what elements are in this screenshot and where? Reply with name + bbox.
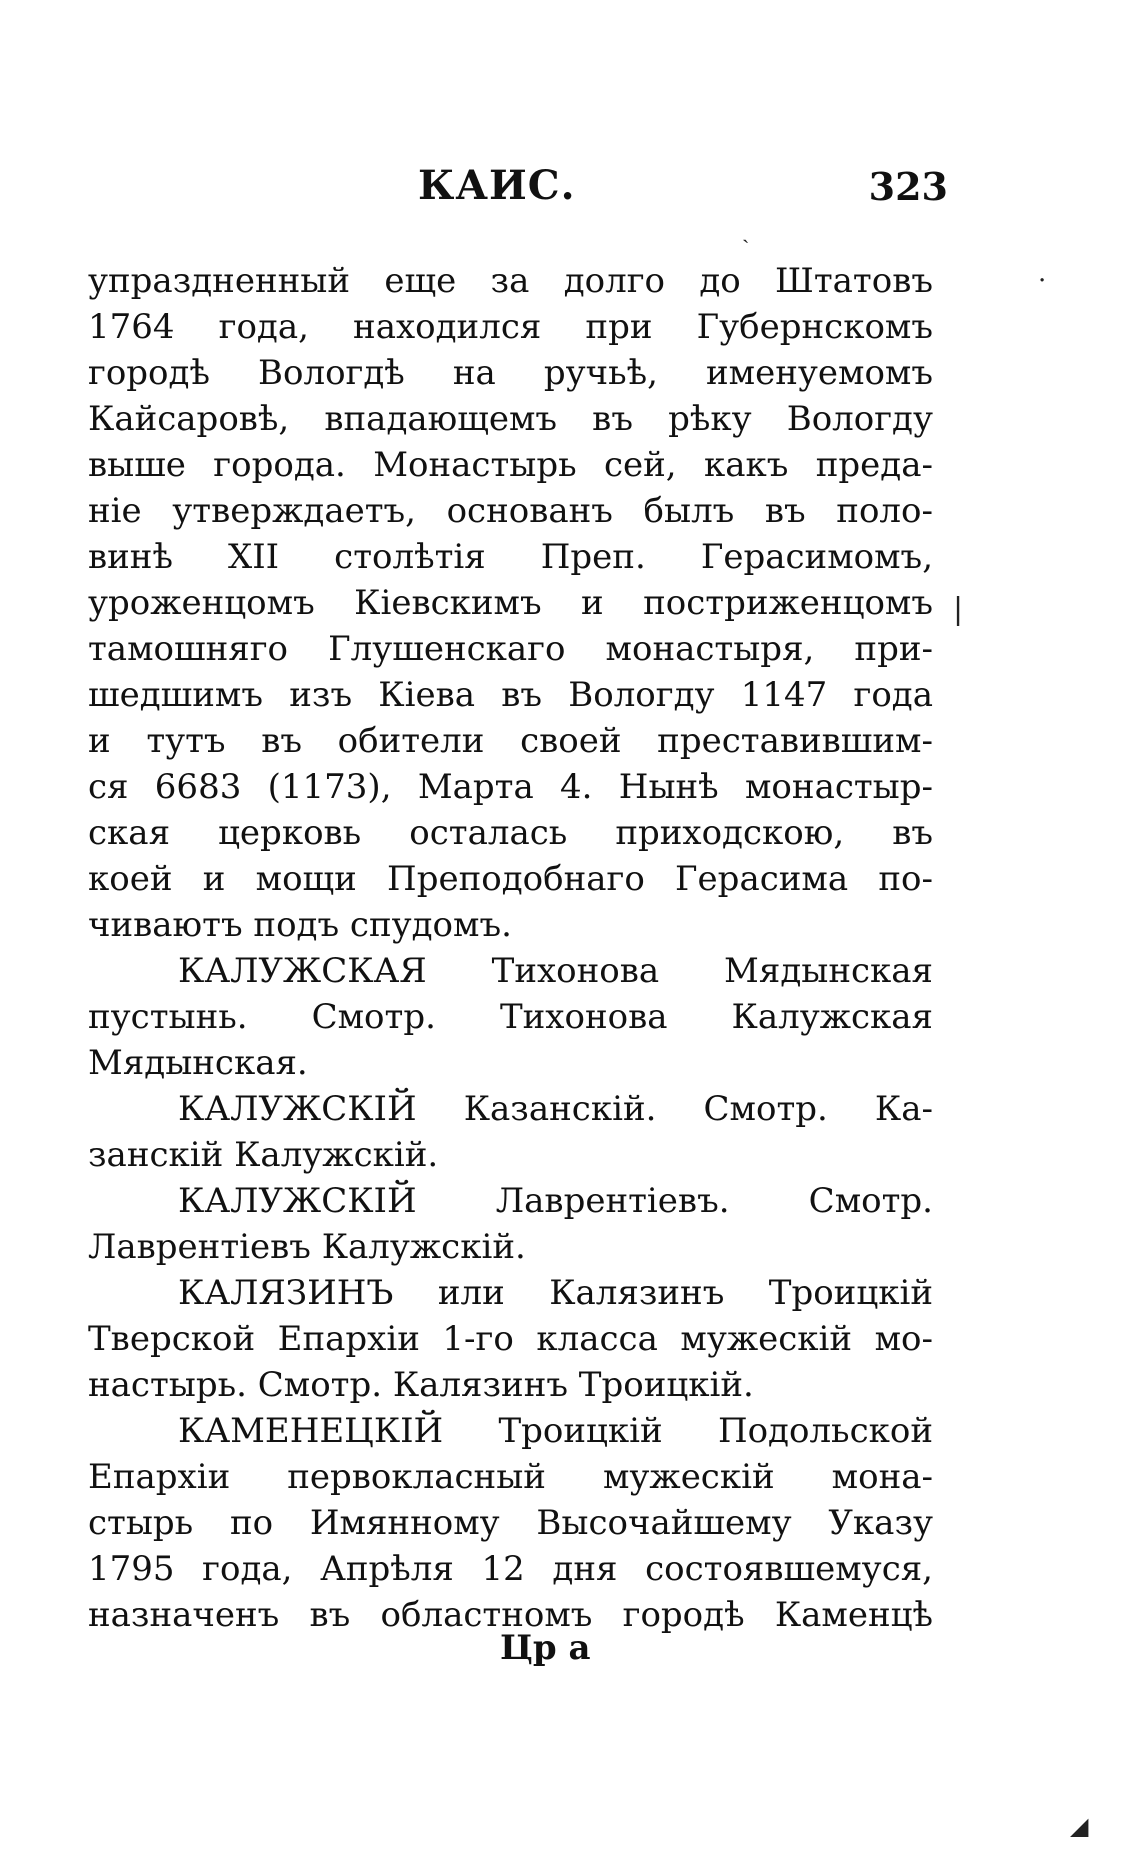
text-line: ніе утверждаетъ, основанъ былъ въ поло- <box>88 491 933 531</box>
text-line: выше города. Монастырь сей, какъ преда- <box>88 445 933 485</box>
text-line: 1795 года, Апрѣля 12 дня состоявшемуся, <box>88 1549 933 1589</box>
entry-heading-line: КАЛУЖСКІЙ Казанскій. Смотр. Ка- <box>178 1089 933 1129</box>
text-line: назначенъ въ областномъ городѣ Каменцѣ <box>88 1595 933 1635</box>
text-line: тамошняго Глушенскаго монастыря, при- <box>88 629 933 669</box>
entry-heading-line: КАЛУЖСКАЯ Тихонова Мядынская <box>178 951 933 991</box>
text-line: 1764 года, находился при Губернскомъ <box>88 307 933 347</box>
text-line: Кайсаровѣ, впадающемъ въ рѣку Вологду <box>88 399 933 439</box>
text-line: шедшимъ изъ Кіева въ Вологду 1147 года <box>88 675 933 715</box>
text-line: упраздненный еще за долго до Штатовъ <box>88 261 933 301</box>
text-line: Епархіи первокласный мужескій мона- <box>88 1457 933 1497</box>
entry-heading-line: КАМЕНЕЦКІЙ Троицкій Подольской <box>178 1411 933 1451</box>
text-line: стырь по Имянному Высочайшему Указу <box>88 1503 933 1543</box>
text-line: Лаврентіевъ Калужскій. <box>88 1227 526 1267</box>
page-title: КАИС. <box>418 162 576 209</box>
text-line: занскій Калужскій. <box>88 1135 439 1175</box>
text-line: настырь. Смотр. Калязинъ Троицкій. <box>88 1365 754 1405</box>
text-line: коей и мощи Преподобнаго Герасима по- <box>88 859 933 899</box>
body-text <box>88 258 933 1638</box>
text-line: Тверской Епархіи 1-го класса мужескій мо- <box>88 1319 933 1359</box>
margin-tick: ˏ <box>742 219 750 244</box>
text-line: уроженцомъ Кіевскимъ и постриженцомъ <box>88 583 933 623</box>
running-head <box>88 150 948 210</box>
text-line: Мядынская. <box>88 1043 308 1083</box>
entry-heading-line: КАЛЯЗИНЪ или Калязинъ Троицкій <box>178 1273 933 1313</box>
entry-heading-line: КАЛУЖСКІЙ Лаврентіевъ. Смотр. <box>178 1181 933 1221</box>
text-line: городѣ Вологдѣ на ручьѣ, именуемомъ <box>88 353 933 393</box>
corner-mark: ◢ <box>1070 1812 1089 1840</box>
text-line: ская церковь осталась приходскою, въ <box>88 813 933 853</box>
signature-mark: Цр а <box>500 1628 591 1668</box>
text-line: и тутъ въ обители своей преставившим- <box>88 721 933 761</box>
margin-dot: · <box>1038 266 1047 296</box>
page-number: 323 <box>868 164 948 209</box>
margin-bar: | <box>953 592 964 627</box>
text-line: винѣ XII столѣтія Преп. Герасимомъ, <box>88 537 933 577</box>
text-line: пустынь. Смотр. Тихонова Калужская <box>88 997 933 1037</box>
text-line: чиваютъ подъ спудомъ. <box>88 905 512 945</box>
text-line: ся 6683 (1173), Марта 4. Нынѣ монастыр- <box>88 767 933 807</box>
